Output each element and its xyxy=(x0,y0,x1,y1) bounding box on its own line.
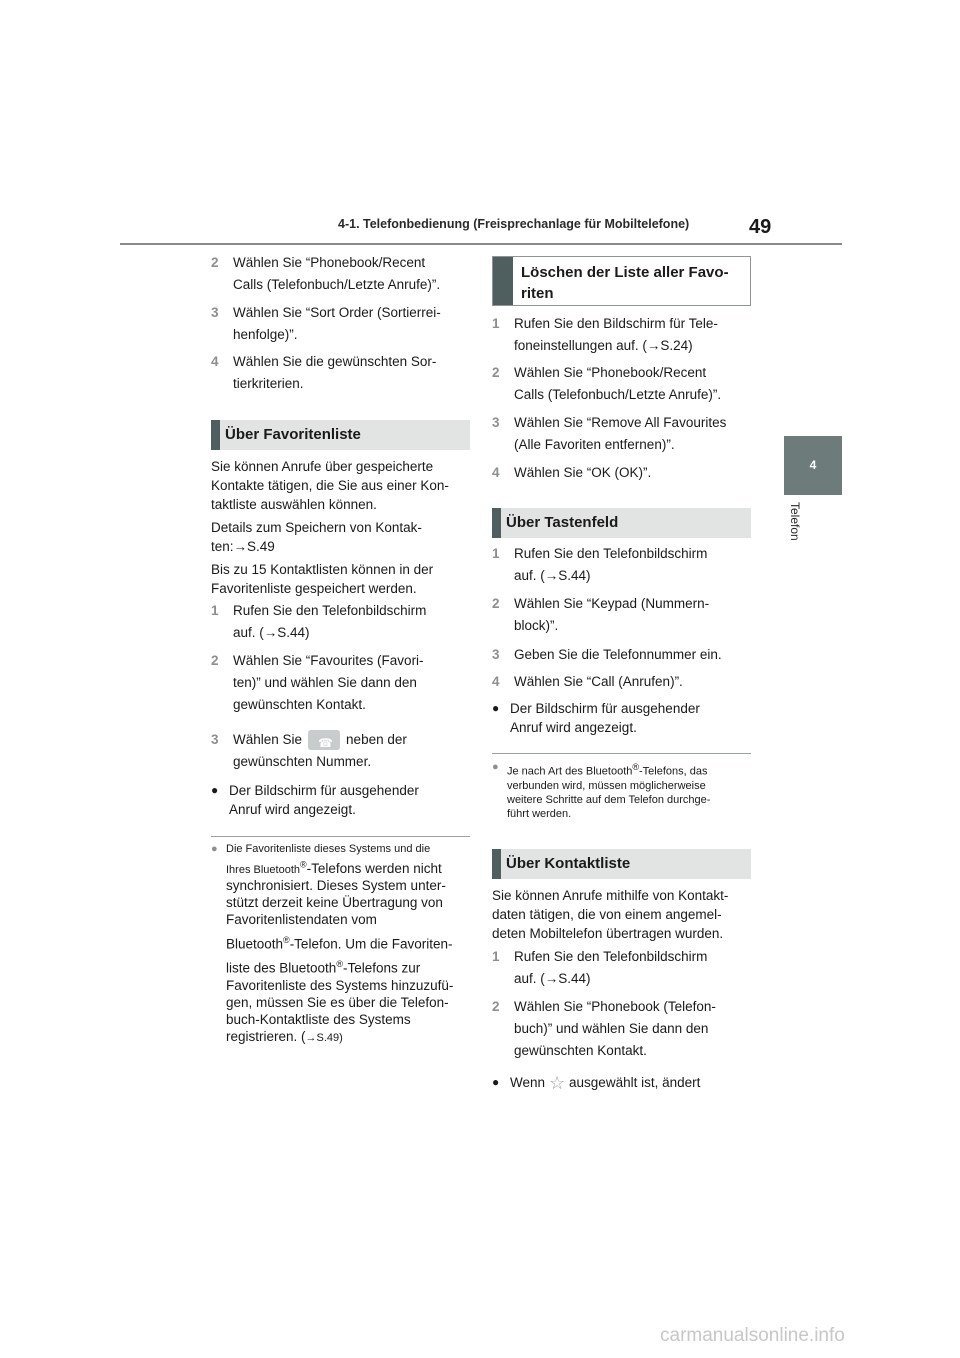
step-item: 2 Wählen Sie “Phonebook (Telefon- buch)” und wählen Sie dann den gewünschten Kontakt. xyxy=(492,999,716,1058)
bullet-item: ● Wenn ☆ ausgewählt ist, ändert xyxy=(492,1073,701,1093)
step-item: 2 Wählen Sie “Phonebook/Recent Calls (Telefonbuch/Letzte Anrufe)”. xyxy=(211,255,441,292)
step-item: 1 Rufen Sie den Bildschirm für Tele- foneinstellungen auf. (→S.24) xyxy=(492,316,718,353)
paragraph: Bis zu 15 Kontaktlisten können in der Favoritenliste gespeichert werden. xyxy=(211,562,434,596)
step-item: 2 Wählen Sie “Keypad (Nummern- block)”. xyxy=(492,596,710,633)
paragraph: Details zum Speichern von Kontak- ten:→S.49 xyxy=(211,520,422,554)
section-heading-favorites: Über Favoritenliste xyxy=(211,420,470,450)
chapter-tab: 4 xyxy=(784,436,842,495)
phone-icon xyxy=(308,730,340,750)
step-item: 1 Rufen Sie den Telefonbildschirm auf. (→S.44) xyxy=(492,949,708,986)
running-header-title: 4-1. Telefonbedienung (Freisprechanlage für Mobiltelefone) xyxy=(338,217,690,231)
paragraph: Sie können Anrufe über gespeicherte Kontakte tätigen, die Sie aus einer Kon- taktliste auswählen können. xyxy=(211,459,449,512)
step-item: 3 Wählen Sie “Sort Order (Sortierrei- henfolge)”. xyxy=(211,305,441,342)
step-item: 4 Wählen Sie “Call (Anrufen)”. xyxy=(492,674,683,689)
step-item: 3 Wählen Sie “Remove All Favourites (Alle Favoriten entfernen)”. xyxy=(492,415,727,452)
step-item: 4 Wählen Sie die gewünschten Sor- tierkriterien. xyxy=(211,354,437,391)
note-block: ● Die Favoritenliste dieses Systems und die Ihres Bluetooth®-Telefons werden nicht synchronisiert. Dieses System unter- stützt derzeit keine Übertragung von Favoritenlistendaten vom Bluetooth®-Telefon. Um die Favoriten- liste des Bluetooth®-Telefons zur Favoritenliste des Systems hinzuzufü- gen, müssen Sie es über die Telefon- buch-Kontaktliste des Systems registrieren. (→S.49) xyxy=(211,843,454,1044)
section-heading-keypad: Über Tastenfeld xyxy=(492,508,751,538)
bullet-item: ● Der Bildschirm für ausgehender Anruf wird angezeigt. xyxy=(492,701,700,735)
step-item: 2 Wählen Sie “Favourites (Favori- ten)” und wählen Sie dann den gewünschten Kontakt. xyxy=(211,653,424,712)
step-item: 3 Geben Sie die Telefonnummer ein. xyxy=(492,647,722,662)
watermark: carmanualsonline.info xyxy=(660,1325,845,1346)
note-divider xyxy=(492,753,751,754)
paragraph: Sie können Anrufe mithilfe von Kontakt- daten tätigen, die von einem angemel- deten Mobiltelefon übertragen wurden. xyxy=(492,888,729,941)
step-item: 1 Rufen Sie den Telefonbildschirm auf. (→S.44) xyxy=(492,546,708,583)
step-item: 1 Rufen Sie den Telefonbildschirm auf. (→S.44) xyxy=(211,603,427,640)
step-item: 3 Wählen Sie☎ neben der gewünschten Nummer. xyxy=(211,729,471,773)
star-icon: ☆ xyxy=(548,1073,566,1093)
section-heading-contacts: Über Kontaktliste xyxy=(492,849,751,879)
note-block: ● Je nach Art des Bluetooth®-Telefons, das verbunden wird, müssen möglicherweise weitere Schritte auf dem Telefon durchge- führt werden. xyxy=(492,761,711,820)
page-number: 49 xyxy=(749,216,772,238)
step-item: 4 Wählen Sie “OK (OK)”. xyxy=(492,465,652,480)
section-heading-delete-favorites: Löschen der Liste aller Favo- riten xyxy=(492,256,751,306)
step-item: 2 Wählen Sie “Phonebook/Recent Calls (Telefonbuch/Letzte Anrufe)”. xyxy=(492,365,722,402)
bullet-item: ● Der Bildschirm für ausgehender Anruf wird angezeigt. xyxy=(211,783,419,817)
header-divider xyxy=(120,243,842,245)
note-divider xyxy=(211,836,470,837)
